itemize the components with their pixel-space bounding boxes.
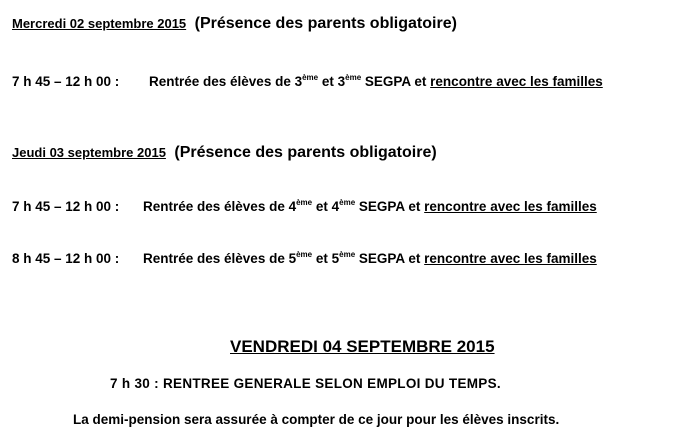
schedule-segpa: SEGPA et <box>361 74 431 89</box>
day-header-wednesday <box>12 15 457 33</box>
schedule-mid: et 3 <box>318 74 346 89</box>
schedule-row <box>12 251 597 266</box>
schedule-segpa: SEGPA et <box>355 199 425 214</box>
schedule-time: 8 h 45 – 12 h 00 : <box>12 251 120 266</box>
schedule-prefix: Rentrée des élèves de 3 <box>149 74 303 89</box>
schedule-mid: et 4 <box>312 199 340 214</box>
schedule-segpa: SEGPA et <box>355 251 425 266</box>
day-note: (Présence des parents obligatoire) <box>174 144 437 161</box>
schedule-sup: ème <box>339 198 356 207</box>
schedule-sup: ème <box>296 250 313 259</box>
schedule-prefix: Rentrée des élèves de 4 <box>143 199 297 214</box>
schedule-sup: ème <box>345 73 362 82</box>
half-board-note: La demi-pension sera assurée à compter de ce jour pour les élèves inscrits. <box>73 412 560 427</box>
families-meeting-text: rencontre avec les familles <box>424 199 597 214</box>
day-date: Mercredi 02 septembre 2015 <box>12 16 187 31</box>
schedule-sup: ème <box>302 73 319 82</box>
day-header-thursday <box>12 144 437 162</box>
day-date: Jeudi 03 septembre 2015 <box>12 145 166 160</box>
schedule-row <box>12 199 597 214</box>
schedule-mid: et 5 <box>312 251 340 266</box>
schedule-row <box>12 74 603 89</box>
friday-title: VENDREDI 04 SEPTEMBRE 2015 <box>230 337 495 356</box>
families-meeting-text: rencontre avec les familles <box>424 251 597 266</box>
day-note: (Présence des parents obligatoire) <box>194 15 457 32</box>
general-start-text: 7 h 30 : RENTREE GENERALE SELON EMPLOI DU TEMPS. <box>110 376 501 391</box>
schedule-sup: ème <box>296 198 313 207</box>
schedule-sup: ème <box>339 250 356 259</box>
families-meeting-text: rencontre avec les familles <box>430 74 603 89</box>
schedule-prefix: Rentrée des élèves de 5 <box>143 251 297 266</box>
schedule-time: 7 h 45 – 12 h 00 : <box>12 74 120 89</box>
schedule-time: 7 h 45 – 12 h 00 : <box>12 199 120 214</box>
